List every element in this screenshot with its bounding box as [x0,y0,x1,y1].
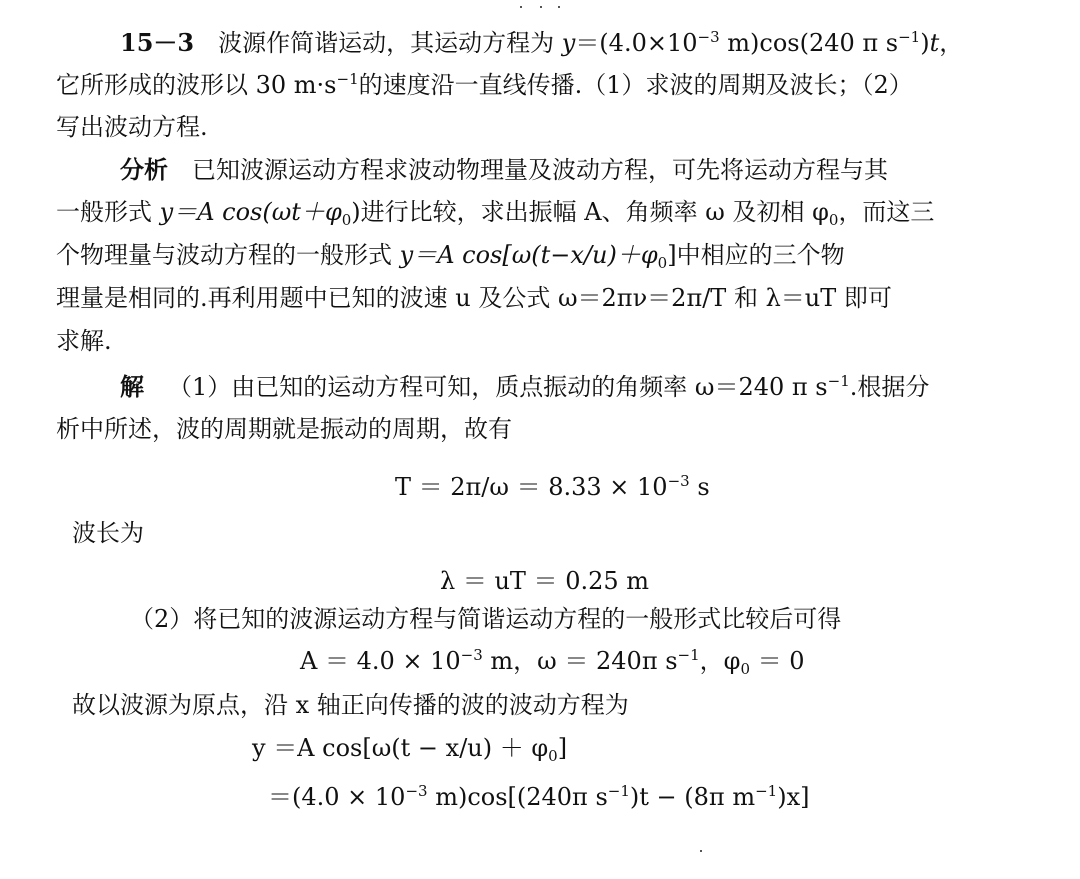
problem-line-1: 15－3 波源作简谐运动，其运动方程为 $y=(4.0\times 10^{-3}$ m)cos(240 π $s^{-1})t$， [120,28,964,57]
equation-final-2: $=(4.0 \times 10^{-3}$ m)cos[(240π $s^{-1})t - (8\pi$ $m^{-1})x$] [268,782,810,811]
analysis-line-2: 一般形式 y＝A $\cos(\omega t+\varphi_0)$进行比较，求出振幅 A、角频率 ω 及初相 $\varphi_0$，而这三 [56,198,935,229]
solution-line-2: 析中所述，波的周期就是振动的周期，故有 [56,415,512,443]
analysis-line-3: 个物理量与波动方程的一般形式 y＝A $\cos[\omega(t-x/u)+\varphi_0]$中相应的三个物 [56,241,845,272]
wavelength-label: 波长为 [72,519,144,547]
scan-speck [700,850,702,852]
problem-number: 15－3 [120,28,195,57]
conclusion-line: 故以波源为原点，沿 x 轴正向传播的波的波动方程为 [72,691,629,719]
analysis-label: 分析 [120,155,168,184]
analysis-line-1: 分析 已知波源运动方程求波动物理量及波动方程，可先将运动方程与其 [120,155,888,184]
solution-label: 解 [120,372,144,401]
problem-text: 波源作简谐运动，其运动方程为 [218,29,555,57]
solution-part2-line: （2）将已知的波源运动方程与简谐运动方程的一般形式比较后可得 [130,605,842,633]
analysis-line-4: 理量是相同的.再利用题中已知的波速 u 及公式 ω＝2πν＝2π/T 和 λ＝uT 即可 [56,284,892,312]
analysis-line-5: 求解. [56,327,112,355]
scan-speck [520,6,522,8]
scan-speck [540,6,542,8]
equation-period: $T = 2\pi/\omega = 8.33 \times 10^{-3}$ s [395,472,710,501]
equation-params: $A = 4.0 \times 10^{-3}$ m，ω ＝ 240π $s^{-1}$，$\varphi_0 = 0$ [300,646,805,678]
equation-final-1: y ＝A $\cos[\omega(t - x/u) + \varphi_0]$ [252,734,568,765]
scan-speck [558,6,560,8]
solution-line-1: 解 （1）由已知的运动方程可知，质点振动的角频率 ω＝240 π $s^{-1}$.根据分 [120,372,930,401]
equation-wavelength: λ ＝ uT ＝ 0.25 m [440,567,650,595]
problem-line-2: 它所形成的波形以 30 $m\cdot s^{-1}$的速度沿一直线传播.（1）求波的周期及波长；（2） [56,70,913,99]
problem-line-3: 写出波动方程. [56,113,208,141]
